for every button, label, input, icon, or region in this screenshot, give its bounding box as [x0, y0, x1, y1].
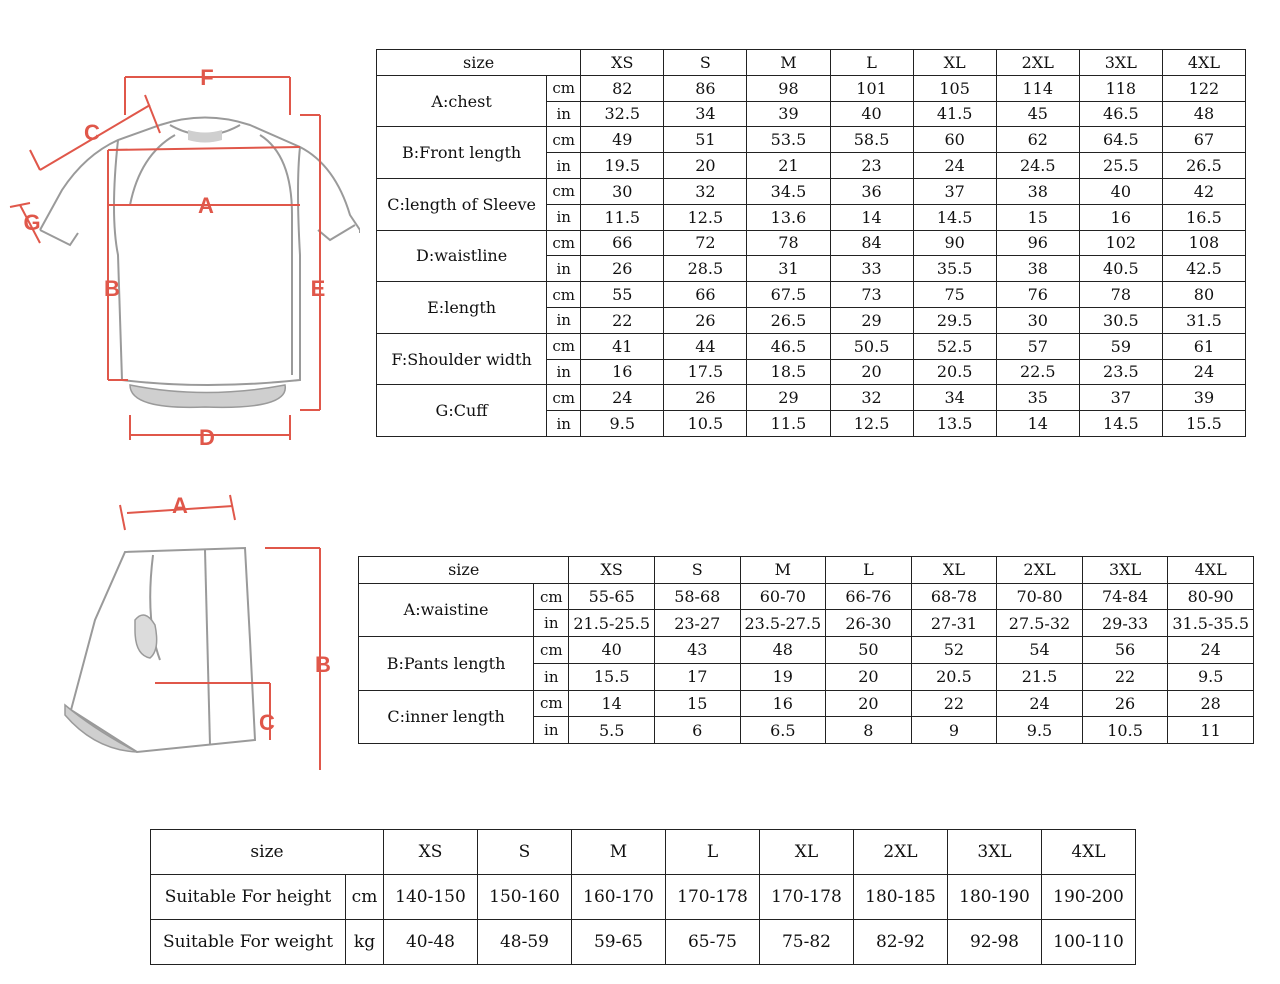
value-cell: 48: [740, 637, 826, 664]
value-cell: 34: [913, 385, 996, 411]
table-row: [377, 282, 1246, 308]
value-cell: 26: [664, 307, 747, 333]
value-cell: 23.5: [1079, 359, 1162, 385]
value-cell: 68-78: [911, 583, 997, 610]
value-cell: 8: [826, 717, 912, 744]
value-cell: 180-185: [854, 875, 948, 920]
value-cell: 53.5: [747, 127, 830, 153]
value-cell: 13.5: [913, 411, 996, 437]
unit-cell: in: [547, 101, 581, 127]
size-header-cell: 3XL: [1079, 50, 1162, 76]
unit-cell: in: [547, 204, 581, 230]
value-cell: 22: [911, 690, 997, 717]
value-cell: 31: [747, 256, 830, 282]
value-cell: 50.5: [830, 333, 913, 359]
size-header-cell: 3XL: [1082, 557, 1168, 584]
value-cell: 84: [830, 230, 913, 256]
value-cell: 29-33: [1082, 610, 1168, 637]
value-cell: 25.5: [1079, 153, 1162, 179]
value-cell: 14: [569, 690, 655, 717]
value-cell: 24: [997, 690, 1083, 717]
unit-cell: cm: [547, 282, 581, 308]
unit-cell: in: [534, 717, 569, 744]
size-header-cell: 3XL: [948, 830, 1042, 875]
value-cell: 20: [826, 663, 912, 690]
value-cell: 61: [1162, 333, 1245, 359]
measurement-label: A:waistine: [359, 583, 534, 636]
value-cell: 48: [1162, 101, 1245, 127]
size-header-cell: XS: [384, 830, 478, 875]
unit-cell: in: [547, 153, 581, 179]
value-cell: 45: [996, 101, 1079, 127]
value-cell: 54: [997, 637, 1083, 664]
size-header-cell: M: [747, 50, 830, 76]
value-cell: 22.5: [996, 359, 1079, 385]
value-cell: 22: [581, 307, 664, 333]
unit-cell: in: [547, 307, 581, 333]
value-cell: 24: [1168, 637, 1254, 664]
value-cell: 40-48: [384, 920, 478, 965]
size-header-cell: S: [478, 830, 572, 875]
value-cell: 13.6: [747, 204, 830, 230]
value-cell: 24: [913, 153, 996, 179]
value-cell: 118: [1079, 75, 1162, 101]
value-cell: 30: [996, 307, 1079, 333]
value-cell: 75: [913, 282, 996, 308]
value-cell: 15: [996, 204, 1079, 230]
dimension-label-c: C: [84, 120, 100, 145]
unit-cell: in: [547, 256, 581, 282]
header-row: [377, 50, 1246, 76]
table-row: [377, 385, 1246, 411]
value-cell: 66: [664, 282, 747, 308]
value-cell: 180-190: [948, 875, 1042, 920]
value-cell: 28.5: [664, 256, 747, 282]
value-cell: 17.5: [664, 359, 747, 385]
value-cell: 41.5: [913, 101, 996, 127]
value-cell: 51: [664, 127, 747, 153]
size-header-cell: M: [740, 557, 826, 584]
value-cell: 67.5: [747, 282, 830, 308]
table-row: [377, 333, 1246, 359]
jersey-size-table: [376, 49, 1246, 437]
table-row: [377, 127, 1246, 153]
value-cell: 26: [1082, 690, 1168, 717]
table-row: [151, 920, 1136, 965]
size-header-cell: 2XL: [996, 50, 1079, 76]
value-cell: 86: [664, 75, 747, 101]
value-cell: 37: [1079, 385, 1162, 411]
unit-cell: cm: [534, 583, 569, 610]
value-cell: 60: [913, 127, 996, 153]
value-cell: 15.5: [569, 663, 655, 690]
table-row: [377, 178, 1246, 204]
size-header-cell: XL: [911, 557, 997, 584]
size-header-cell: 4XL: [1168, 557, 1254, 584]
value-cell: 92-98: [948, 920, 1042, 965]
measurement-label: E:length: [377, 282, 547, 334]
unit-cell: cm: [547, 127, 581, 153]
value-cell: 20: [830, 359, 913, 385]
value-cell: 35.5: [913, 256, 996, 282]
unit-cell: cm: [547, 385, 581, 411]
value-cell: 16: [740, 690, 826, 717]
unit-cell: cm: [534, 690, 569, 717]
value-cell: 11: [1168, 717, 1254, 744]
value-cell: 24.5: [996, 153, 1079, 179]
value-cell: 17: [654, 663, 740, 690]
value-cell: 34: [664, 101, 747, 127]
value-cell: 67: [1162, 127, 1245, 153]
dimension-label-b: B: [104, 276, 120, 301]
value-cell: 140-150: [384, 875, 478, 920]
value-cell: 44: [664, 333, 747, 359]
value-cell: 58-68: [654, 583, 740, 610]
value-cell: 82-92: [854, 920, 948, 965]
value-cell: 26: [581, 256, 664, 282]
value-cell: 28: [1168, 690, 1254, 717]
value-cell: 19.5: [581, 153, 664, 179]
value-cell: 40: [569, 637, 655, 664]
value-cell: 34.5: [747, 178, 830, 204]
value-cell: 122: [1162, 75, 1245, 101]
value-cell: 31.5: [1162, 307, 1245, 333]
value-cell: 11.5: [747, 411, 830, 437]
measurement-label: F:Shoulder width: [377, 333, 547, 385]
value-cell: 32.5: [581, 101, 664, 127]
size-header-cell: 2XL: [854, 830, 948, 875]
value-cell: 39: [747, 101, 830, 127]
value-cell: 30: [581, 178, 664, 204]
value-cell: 12.5: [830, 411, 913, 437]
jersey-diagram: [0, 55, 360, 455]
value-cell: 56: [1082, 637, 1168, 664]
value-cell: 14: [830, 204, 913, 230]
dimension-label-e: E: [310, 276, 326, 301]
value-cell: 35: [996, 385, 1079, 411]
value-cell: 170-178: [760, 875, 854, 920]
table-row: [359, 583, 1254, 610]
value-cell: 19: [740, 663, 826, 690]
value-cell: 20.5: [911, 663, 997, 690]
table-row: [359, 637, 1254, 664]
value-cell: 22: [1082, 663, 1168, 690]
unit-cell: in: [547, 411, 581, 437]
size-header-cell: S: [654, 557, 740, 584]
value-cell: 21.5: [997, 663, 1083, 690]
size-header-cell: L: [826, 557, 912, 584]
value-cell: 24: [1162, 359, 1245, 385]
value-cell: 14.5: [1079, 411, 1162, 437]
value-cell: 15.5: [1162, 411, 1245, 437]
value-cell: 11.5: [581, 204, 664, 230]
measurement-label: B:Front length: [377, 127, 547, 179]
value-cell: 48-59: [478, 920, 572, 965]
fit-label: Suitable For height: [151, 875, 346, 920]
table-row: [359, 690, 1254, 717]
size-header-cell: XL: [760, 830, 854, 875]
size-header-cell: L: [830, 50, 913, 76]
value-cell: 66-76: [826, 583, 912, 610]
value-cell: 70-80: [997, 583, 1083, 610]
size-header-cell: XL: [913, 50, 996, 76]
value-cell: 9.5: [997, 717, 1083, 744]
shorts-label-b: B: [315, 652, 331, 677]
value-cell: 42: [1162, 178, 1245, 204]
value-cell: 6.5: [740, 717, 826, 744]
shorts-size-table: [358, 556, 1254, 744]
value-cell: 80: [1162, 282, 1245, 308]
value-cell: 9: [911, 717, 997, 744]
value-cell: 23: [830, 153, 913, 179]
measurement-label: B:Pants length: [359, 637, 534, 690]
value-cell: 23-27: [654, 610, 740, 637]
unit-cell: cm: [547, 230, 581, 256]
value-cell: 49: [581, 127, 664, 153]
value-cell: 98: [747, 75, 830, 101]
value-cell: 16.5: [1162, 204, 1245, 230]
value-cell: 30.5: [1079, 307, 1162, 333]
value-cell: 15: [654, 690, 740, 717]
size-header-cell: L: [666, 830, 760, 875]
value-cell: 20: [826, 690, 912, 717]
value-cell: 64.5: [1079, 127, 1162, 153]
unit-cell: cm: [547, 333, 581, 359]
table-row: [377, 230, 1246, 256]
measurement-label: C:inner length: [359, 690, 534, 743]
value-cell: 36: [830, 178, 913, 204]
size-header-label: size: [151, 830, 384, 875]
value-cell: 96: [996, 230, 1079, 256]
value-cell: 65-75: [666, 920, 760, 965]
value-cell: 23.5-27.5: [740, 610, 826, 637]
value-cell: 26: [664, 385, 747, 411]
value-cell: 102: [1079, 230, 1162, 256]
size-header-label: size: [359, 557, 569, 584]
measurement-label: D:waistline: [377, 230, 547, 282]
value-cell: 50: [826, 637, 912, 664]
value-cell: 41: [581, 333, 664, 359]
shorts-label-a: A: [172, 493, 188, 518]
value-cell: 9.5: [581, 411, 664, 437]
size-header-cell: 4XL: [1042, 830, 1136, 875]
value-cell: 6: [654, 717, 740, 744]
value-cell: 24: [581, 385, 664, 411]
header-row: [151, 830, 1136, 875]
value-cell: 78: [1079, 282, 1162, 308]
value-cell: 31.5-35.5: [1168, 610, 1254, 637]
value-cell: 46.5: [747, 333, 830, 359]
unit-cell: kg: [346, 920, 384, 965]
value-cell: 150-160: [478, 875, 572, 920]
value-cell: 37: [913, 178, 996, 204]
value-cell: 105: [913, 75, 996, 101]
unit-cell: in: [534, 663, 569, 690]
measurement-label: G:Cuff: [377, 385, 547, 437]
table-row: [377, 75, 1246, 101]
dimension-label-f: F: [200, 65, 214, 90]
value-cell: 26.5: [747, 307, 830, 333]
value-cell: 76: [996, 282, 1079, 308]
value-cell: 170-178: [666, 875, 760, 920]
unit-cell: cm: [547, 75, 581, 101]
fit-size-table: [150, 829, 1136, 965]
value-cell: 20.5: [913, 359, 996, 385]
value-cell: 52: [911, 637, 997, 664]
dimension-label-a: A: [198, 193, 214, 218]
fit-label: Suitable For weight: [151, 920, 346, 965]
value-cell: 12.5: [664, 204, 747, 230]
value-cell: 29.5: [913, 307, 996, 333]
dimension-label-g: G: [23, 210, 41, 235]
value-cell: 78: [747, 230, 830, 256]
value-cell: 38: [996, 178, 1079, 204]
size-header-label: size: [377, 50, 581, 76]
value-cell: 5.5: [569, 717, 655, 744]
value-cell: 58.5: [830, 127, 913, 153]
measurement-label: C:length of Sleeve: [377, 178, 547, 230]
size-header-cell: 4XL: [1162, 50, 1245, 76]
value-cell: 59: [1079, 333, 1162, 359]
value-cell: 29: [830, 307, 913, 333]
value-cell: 9.5: [1168, 663, 1254, 690]
value-cell: 101: [830, 75, 913, 101]
value-cell: 190-200: [1042, 875, 1136, 920]
value-cell: 82: [581, 75, 664, 101]
unit-cell: cm: [547, 178, 581, 204]
shorts-diagram: [55, 480, 355, 770]
value-cell: 16: [581, 359, 664, 385]
value-cell: 40: [830, 101, 913, 127]
unit-cell: in: [547, 359, 581, 385]
size-header-cell: 2XL: [997, 557, 1083, 584]
value-cell: 14: [996, 411, 1079, 437]
value-cell: 108: [1162, 230, 1245, 256]
value-cell: 55: [581, 282, 664, 308]
unit-cell: in: [534, 610, 569, 637]
value-cell: 66: [581, 230, 664, 256]
value-cell: 40.5: [1079, 256, 1162, 282]
value-cell: 26-30: [826, 610, 912, 637]
value-cell: 20: [664, 153, 747, 179]
value-cell: 42.5: [1162, 256, 1245, 282]
value-cell: 52.5: [913, 333, 996, 359]
value-cell: 29: [747, 385, 830, 411]
size-header-cell: S: [664, 50, 747, 76]
value-cell: 55-65: [569, 583, 655, 610]
value-cell: 16: [1079, 204, 1162, 230]
value-cell: 14.5: [913, 204, 996, 230]
unit-cell: cm: [534, 637, 569, 664]
value-cell: 10.5: [664, 411, 747, 437]
value-cell: 18.5: [747, 359, 830, 385]
unit-cell: cm: [346, 875, 384, 920]
value-cell: 74-84: [1082, 583, 1168, 610]
value-cell: 32: [830, 385, 913, 411]
size-header-cell: XS: [581, 50, 664, 76]
value-cell: 26.5: [1162, 153, 1245, 179]
measurement-label: A:chest: [377, 75, 547, 127]
value-cell: 10.5: [1082, 717, 1168, 744]
value-cell: 62: [996, 127, 1079, 153]
value-cell: 73: [830, 282, 913, 308]
dimension-label-d: D: [199, 425, 215, 450]
header-row: [359, 557, 1254, 584]
value-cell: 80-90: [1168, 583, 1254, 610]
value-cell: 46.5: [1079, 101, 1162, 127]
value-cell: 33: [830, 256, 913, 282]
value-cell: 72: [664, 230, 747, 256]
shorts-label-c: C: [259, 710, 275, 735]
value-cell: 90: [913, 230, 996, 256]
value-cell: 59-65: [572, 920, 666, 965]
value-cell: 27-31: [911, 610, 997, 637]
size-header-cell: M: [572, 830, 666, 875]
value-cell: 27.5-32: [997, 610, 1083, 637]
value-cell: 40: [1079, 178, 1162, 204]
value-cell: 43: [654, 637, 740, 664]
value-cell: 114: [996, 75, 1079, 101]
value-cell: 100-110: [1042, 920, 1136, 965]
value-cell: 32: [664, 178, 747, 204]
value-cell: 21.5-25.5: [569, 610, 655, 637]
value-cell: 60-70: [740, 583, 826, 610]
value-cell: 160-170: [572, 875, 666, 920]
value-cell: 75-82: [760, 920, 854, 965]
value-cell: 39: [1162, 385, 1245, 411]
size-header-cell: XS: [569, 557, 655, 584]
table-row: [151, 875, 1136, 920]
value-cell: 57: [996, 333, 1079, 359]
value-cell: 38: [996, 256, 1079, 282]
value-cell: 21: [747, 153, 830, 179]
